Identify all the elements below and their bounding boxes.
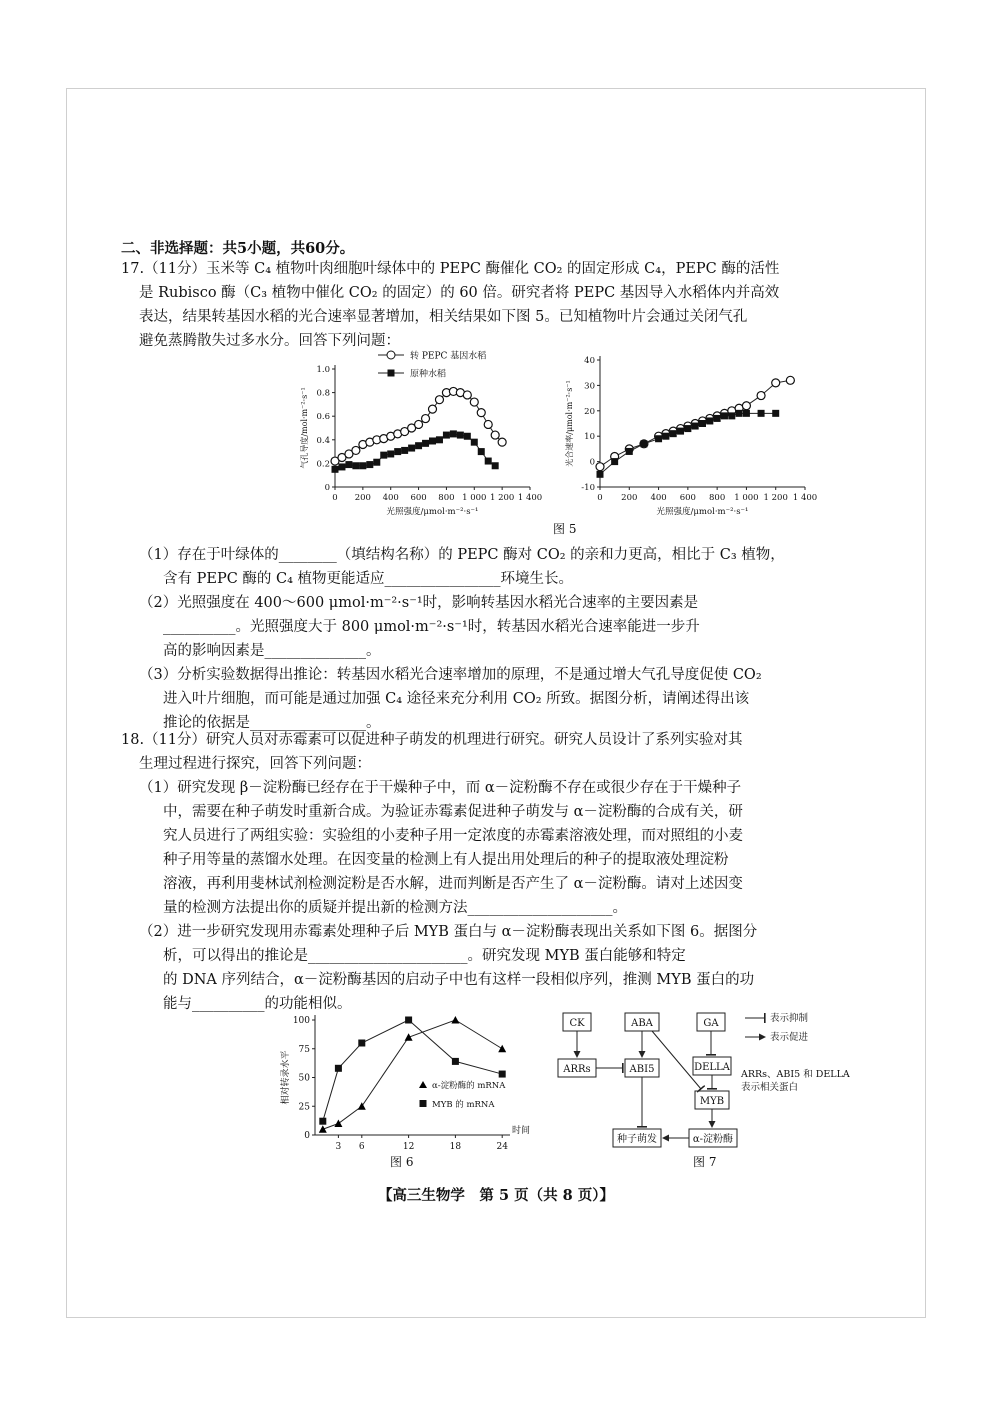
q18-text-line: 18.（11分）研究人员对赤霉素可以促进种子萌发的机理进行研究。研究人员设计了系列实验对其 [121, 732, 743, 748]
data-point-circle [498, 438, 506, 446]
legend-label: 转 PEPC 基因水稻 [410, 351, 487, 362]
page-footer: 【高三生物学 第 5 页（共 8 页）】 [377, 1187, 615, 1204]
data-point-square [394, 448, 401, 455]
data-point-square [655, 435, 662, 442]
data-point-circle [742, 402, 750, 410]
x-tick-label: 1 400 [517, 493, 543, 503]
fig6-caption: 图 6 [390, 1155, 414, 1169]
data-point-square [380, 452, 387, 459]
q18-subpart-line: 中，需要在种子萌发时重新合成。为验证赤霉素促进种子萌发与 α－淀粉酶的合成有关，研 [163, 804, 743, 820]
data-point-square [408, 445, 415, 452]
data-point-square [772, 410, 779, 417]
data-point-square [728, 412, 735, 419]
x-tick-label: 3 [335, 1142, 342, 1152]
data-point-square [640, 440, 647, 447]
data-point-square [677, 428, 684, 435]
data-point-square [478, 448, 485, 455]
note-line2: 表示相关蛋白 [741, 1082, 799, 1093]
data-point-square [758, 410, 765, 417]
data-point-circle [422, 415, 430, 423]
data-point-square [736, 410, 743, 417]
data-point-square [714, 415, 721, 422]
data-point-square [464, 433, 471, 440]
y-tick-label: 0 [589, 457, 595, 468]
x-tick-label: 800 [709, 493, 726, 503]
fig7-diagram [555, 1005, 865, 1153]
q17-subpart-line: （1）存在于叶绿体的________（填结构名称）的 PEPC 酶对 CO₂ 的亲和力更高，相比于 C₃ 植物， [139, 547, 785, 563]
data-point-square [335, 1065, 342, 1072]
y-tick-label: 10 [584, 432, 595, 443]
data-point-circle [435, 396, 443, 404]
data-point-circle [786, 376, 794, 384]
x-tick-label: 1 200 [489, 493, 515, 503]
q18-text-line: 生理过程进行探究，回答下列问题： [139, 756, 371, 772]
data-point-square [443, 432, 450, 439]
data-point-square [319, 1118, 326, 1125]
x-tick-label: 800 [438, 493, 455, 503]
data-point-circle [470, 398, 478, 406]
data-point-square [338, 463, 345, 470]
fig5-right-chart [555, 350, 825, 520]
data-point-triangle [319, 1125, 327, 1133]
q17-subpart-line: __________。光照强度大于 800 μmol·m⁻²·s⁻¹时，转基因水稻光合速率能进一步升 [163, 619, 700, 635]
q17-subpart-line: （2）光照强度在 400～600 μmol·m⁻²·s⁻¹时，影响转基因水稻光合速率的主要因素是 [139, 595, 699, 611]
q17-subpart-line: 进入叶片细胞，而可能是通过加强 C₄ 途径来充分利用 CO₂ 所致。据图分析，请阐述得出该 [163, 691, 750, 707]
x-tick-label: 0 [332, 493, 338, 503]
y-tick-label: 0.4 [316, 435, 330, 446]
data-point-square [699, 420, 706, 427]
data-point-circle [757, 392, 765, 400]
data-point-square [706, 417, 713, 424]
data-point-square [359, 462, 366, 469]
q18-subpart-line: 种子用等量的蒸馏水处理。在因变量的检测上有人提出用处理后的种子的提取液处理淀粉 [163, 852, 729, 868]
data-point-square [387, 450, 394, 457]
q18-subpart-line: 量的检测方法提出你的质疑并提出新的检测方法____________________。 [163, 900, 627, 916]
data-point-square [415, 442, 422, 449]
q18-subpart-line: 的 DNA 序列结合，α－淀粉酶基因的启动子中也有这样一段相似序列，推测 MYB 蛋白的功 [163, 972, 755, 988]
data-point-square [457, 432, 464, 439]
y-tick-label: 0 [304, 1131, 310, 1141]
data-point-circle [415, 420, 423, 428]
q17-text-line: 表达，结果转基因水稻的光合速率显著增加，相关结果如下图 5。已知植物叶片会通过关闭气孔 [139, 309, 748, 325]
data-point-square [452, 1058, 459, 1065]
data-point-triangle [334, 1120, 342, 1128]
data-point-square [492, 462, 499, 469]
data-point-square [471, 439, 478, 446]
x-tick-label: 6 [358, 1142, 365, 1152]
y-axis-label: 光合速率/μmol·m⁻²·s⁻¹ [565, 380, 574, 467]
q18-subpart-line: 析，可以得出的推论是______________________。研究发现 MYB 蛋白能够和特定 [163, 948, 686, 964]
node-della: DELLA [694, 1062, 730, 1073]
legend-inhibit: 表示抑制 [770, 1013, 809, 1024]
note-line1: ARRs、ABI5 和 DELLA [741, 1069, 850, 1080]
section-heading: 二、非选择题：共5小题，共60分。 [121, 240, 355, 257]
data-point-square [352, 462, 359, 469]
data-point-circle [596, 463, 604, 471]
y-tick-label: 20 [584, 406, 595, 417]
data-point-square [422, 440, 429, 447]
legend-marker [420, 1100, 427, 1107]
q18-subpart-line: 溶液，再利用斐林试剂检测淀粉是否水解，进而判断是否产生了 α－淀粉酶。请对上述因变 [163, 876, 743, 892]
data-point-square [345, 461, 352, 468]
q18-subpart-line: （2）进一步研究发现用赤霉素处理种子后 MYB 蛋白与 α－淀粉酶表现出关系如下图 6。据图分 [139, 924, 758, 940]
legend-marker [387, 351, 395, 359]
x-tick-label: 600 [679, 493, 696, 503]
q17-subpart-line: 含有 PEPC 酶的 C₄ 植物更能适应________________环境生长。 [163, 571, 574, 587]
x-tick-label: 18 [449, 1142, 462, 1152]
data-point-square [405, 1017, 412, 1024]
data-point-square [332, 466, 339, 473]
y-axis-label: 相对转录水平 [281, 1050, 291, 1105]
x-axis-label: 光照强度/μmol·m⁻²·s⁻¹ [656, 507, 749, 517]
y-tick-label: 50 [298, 1073, 310, 1084]
legend-marker [388, 370, 395, 377]
data-point-square [670, 430, 677, 437]
legend-label: α-淀粉酶的 mRNA [432, 1081, 506, 1091]
data-point-circle [772, 379, 780, 387]
x-tick-label: 1 200 [763, 493, 788, 503]
x-axis-label: 时间 [512, 1126, 531, 1136]
q17-text-line: 是 Rubisco 酶（C₃ 植物中催化 CO₂ 的固定）的 60 倍。研究者将 PEPC 基因导入水稻体内并高效 [139, 285, 780, 301]
y-tick-label: 1.0 [316, 365, 330, 375]
data-point-circle [484, 420, 492, 428]
node-arrs: ARRs [563, 1064, 591, 1075]
x-tick-label: 600 [410, 493, 427, 503]
data-point-circle [429, 405, 437, 413]
q17-subpart-line: 高的影响因素是______________。 [163, 643, 381, 659]
x-tick-label: 200 [354, 493, 371, 503]
data-point-square [429, 437, 436, 444]
data-point-square [485, 458, 492, 465]
y-tick-label: 0 [324, 483, 330, 493]
q17-subpart-line: 推论的依据是________________。 [163, 715, 381, 731]
x-tick-label: 1 400 [792, 493, 818, 503]
data-point-triangle [405, 1033, 413, 1041]
data-point-square [373, 459, 380, 466]
legend-label: MYB 的 mRNA [432, 1100, 495, 1110]
x-tick-label: 1 000 [462, 493, 487, 503]
y-tick-label: 0.2 [316, 459, 330, 470]
data-point-triangle [358, 1102, 366, 1110]
q18-subpart-line: （1）研究发现 β－淀粉酶已经存在于干燥种子中，而 α－淀粉酶不存在或很少存在于干燥种子 [139, 780, 742, 796]
data-point-square [692, 423, 699, 430]
series-line [323, 1020, 502, 1129]
data-point-circle [463, 391, 471, 399]
data-point-square [626, 448, 633, 455]
y-tick-label: 25 [298, 1102, 310, 1113]
q17-text-line: 避免蒸腾散失过多水分。回答下列问题： [139, 333, 400, 349]
data-point-square [597, 471, 604, 478]
q17-text-line: 17.（11分）玉米等 C₄ 植物叶肉细胞叶绿体中的 PEPC 酶催化 CO₂ 的固定形成 C₄，PEPC 酶的活性 [121, 261, 780, 277]
y-tick-label: -10 [581, 483, 595, 493]
y-tick-label: 0.6 [316, 412, 330, 423]
q18-subpart-line: 能与__________的功能相似。 [163, 996, 352, 1012]
x-tick-label: 400 [382, 493, 399, 503]
node-ga: GA [703, 1018, 719, 1029]
data-point-square [662, 433, 669, 440]
y-tick-label: 75 [298, 1044, 310, 1055]
q17-subpart-line: （3）分析实验数据得出推论：转基因水稻光合速率增加的原理，不是通过增大气孔导度促使 CO₂ [139, 667, 762, 683]
data-point-square [436, 436, 443, 443]
legend-label: 原种水稻 [410, 369, 447, 380]
x-tick-label: 200 [621, 493, 638, 503]
x-tick-label: 12 [402, 1142, 415, 1152]
data-point-square [684, 425, 691, 432]
legend-promote: 表示促进 [770, 1032, 809, 1043]
data-point-square [611, 458, 618, 465]
data-point-circle [491, 431, 499, 439]
node-ck: CK [569, 1018, 585, 1029]
node-aba: ABA [631, 1018, 653, 1029]
y-tick-label: 0.8 [316, 388, 330, 399]
x-tick-label: 0 [597, 493, 603, 503]
y-tick-label: 30 [584, 381, 595, 392]
q18-subpart-line: 究人员进行了两组实验：实验组的小麦种子用一定浓度的赤霉素溶液处理，而对照组的小麦 [163, 828, 743, 844]
y-axis-label: 气孔导度/mol·m⁻²·s⁻¹ [300, 387, 309, 469]
data-point-square [401, 447, 408, 454]
node-myb: MYB [699, 1096, 725, 1107]
fig5-left-chart [290, 345, 550, 520]
node-amylase: α-淀粉酶 [692, 1134, 734, 1145]
node-abi5: ABI5 [629, 1064, 655, 1075]
data-point-square [358, 1040, 365, 1047]
fig5-caption: 图 5 [553, 522, 577, 536]
fig7-caption: 图 7 [693, 1155, 717, 1169]
data-point-square [450, 430, 457, 437]
data-point-circle [352, 446, 360, 454]
x-tick-label: 400 [650, 493, 667, 503]
data-point-square [366, 461, 373, 468]
fig6-chart [275, 1005, 540, 1155]
x-tick-label: 1 000 [734, 493, 759, 503]
data-point-square [499, 1071, 506, 1078]
node-germination: 种子萌发 [617, 1134, 657, 1145]
y-tick-label: 40 [584, 356, 595, 366]
data-point-square [721, 412, 728, 419]
y-tick-label: 100 [292, 1016, 310, 1026]
x-axis-label: 光照强度/μmol·m⁻²·s⁻¹ [386, 507, 479, 517]
x-tick-label: 24 [496, 1142, 508, 1152]
data-point-circle [477, 409, 485, 417]
legend-marker [419, 1081, 427, 1088]
data-point-triangle [451, 1016, 459, 1024]
data-point-square [743, 410, 750, 417]
data-point-triangle [498, 1045, 506, 1053]
